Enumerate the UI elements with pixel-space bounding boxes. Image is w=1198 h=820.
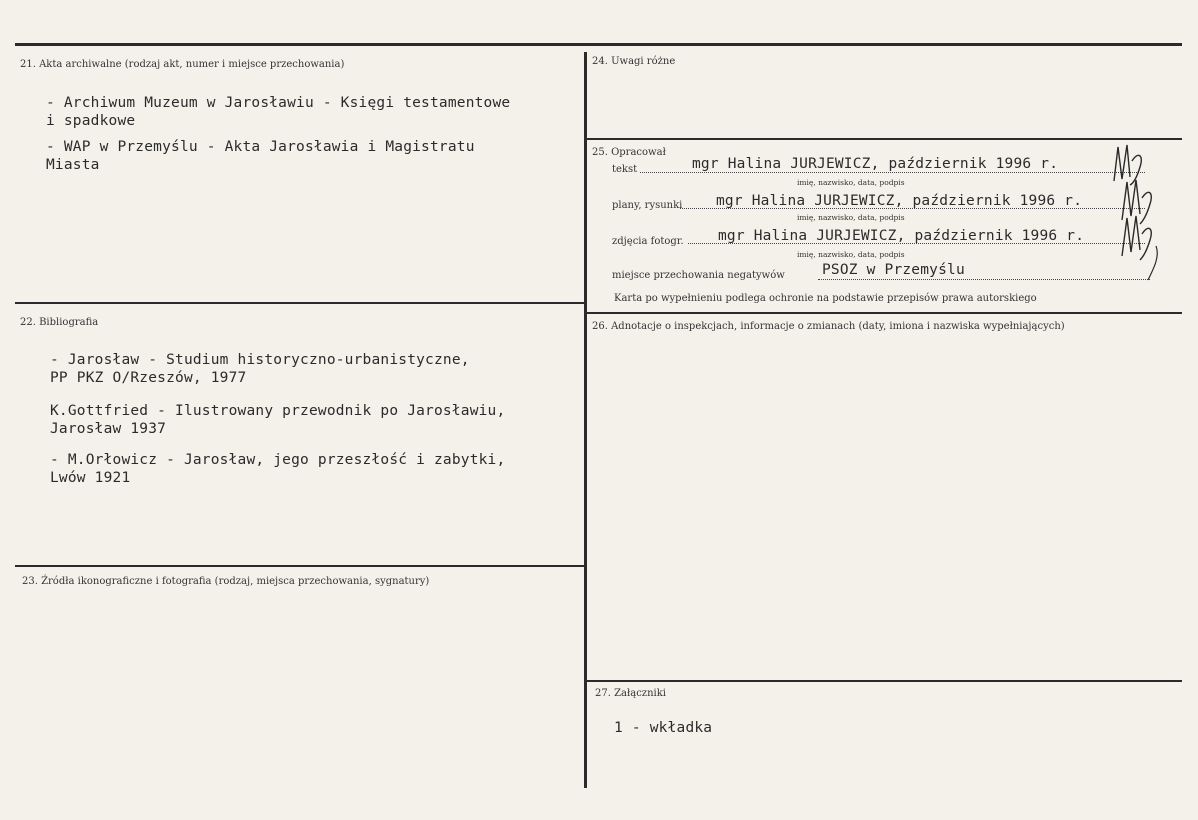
zdjecia-label: zdjęcia fotogr. <box>612 236 684 247</box>
section-22-label: 22. Bibliografia <box>20 317 99 328</box>
archive-entry-2-line-2: Miasta <box>46 157 100 173</box>
bibliography-entry-1-line-1: - Jarosław - Studium historyczno-urbanistyczne, <box>50 352 470 368</box>
zdjecia-line <box>688 243 1145 244</box>
bibliography-entry-3-line-1: - M.Orłowicz - Jarosław, jego przeszłość i zabytki, <box>50 452 506 468</box>
plany-value: mgr Halina JURJEWICZ, październik 1996 r. <box>716 193 1083 209</box>
section-27-label: 27. Załączniki <box>595 688 666 699</box>
tekst-label: tekst <box>612 164 638 175</box>
signature-tail <box>1140 244 1170 284</box>
plany-line <box>680 208 1145 209</box>
tekst-caption: imię, nazwisko, data, podpis <box>797 178 905 187</box>
bibliography-entry-2-line-1: K.Gottfried - Ilustrowany przewodnik po Jarosławiu, <box>50 403 506 419</box>
negatyw-line <box>818 279 1150 280</box>
plany-caption: imię, nazwisko, data, podpis <box>797 213 905 222</box>
copyright-note: Karta po wypełnieniu podlega ochronie na podstawie przepisów prawa autorskiego <box>614 293 1037 304</box>
rule-24-25 <box>587 138 1182 140</box>
negatyw-value: PSOZ w Przemyślu <box>822 262 965 278</box>
attachment-entry: 1 - wkładka <box>614 720 713 736</box>
bibliography-entry-2-line-2: Jarosław 1937 <box>50 421 167 437</box>
rule-22-23 <box>15 565 584 567</box>
archive-entry-2-line-1: - WAP w Przemyślu - Akta Jarosławia i Magistratu <box>46 139 475 155</box>
section-26-label: 26. Adnotacje o inspekcjach, informacje o zmianach (daty, imiona i nazwiska wypełniających) <box>592 321 1065 332</box>
tekst-line <box>640 172 1145 173</box>
column-divider <box>584 52 587 788</box>
bibliography-entry-3-line-2: Lwów 1921 <box>50 470 131 486</box>
negatyw-label: miejsce przechowania negatywów <box>612 270 785 281</box>
rule-26-27 <box>587 680 1182 682</box>
zdjecia-value: mgr Halina JURJEWICZ, październik 1996 r. <box>718 228 1085 244</box>
top-rule <box>15 43 1182 46</box>
bibliography-entry-1-line-2: PP PKZ O/Rzeszów, 1977 <box>50 370 247 386</box>
plany-label: plany, rysunki <box>612 200 683 211</box>
tekst-value: mgr Halina JURJEWICZ, październik 1996 r. <box>692 156 1059 172</box>
section-21-label: 21. Akta archiwalne (rodzaj akt, numer i miejsce przechowania) <box>20 59 345 70</box>
section-25-label: 25. Opracował <box>592 147 666 158</box>
section-23-label: 23. Źródła ikonograficzne i fotografia (rodzaj, miejsca przechowania, sygnatury) <box>22 576 430 587</box>
rule-21-22 <box>15 302 584 304</box>
archive-entry-1-line-1: - Archiwum Muzeum w Jarosławiu - Księgi testamentowe <box>46 95 511 111</box>
archive-entry-1-line-2: i spadkowe <box>46 113 136 129</box>
rule-25-26 <box>587 312 1182 314</box>
section-24-label: 24. Uwagi różne <box>592 56 676 67</box>
zdjecia-caption: imię, nazwisko, data, podpis <box>797 250 905 259</box>
